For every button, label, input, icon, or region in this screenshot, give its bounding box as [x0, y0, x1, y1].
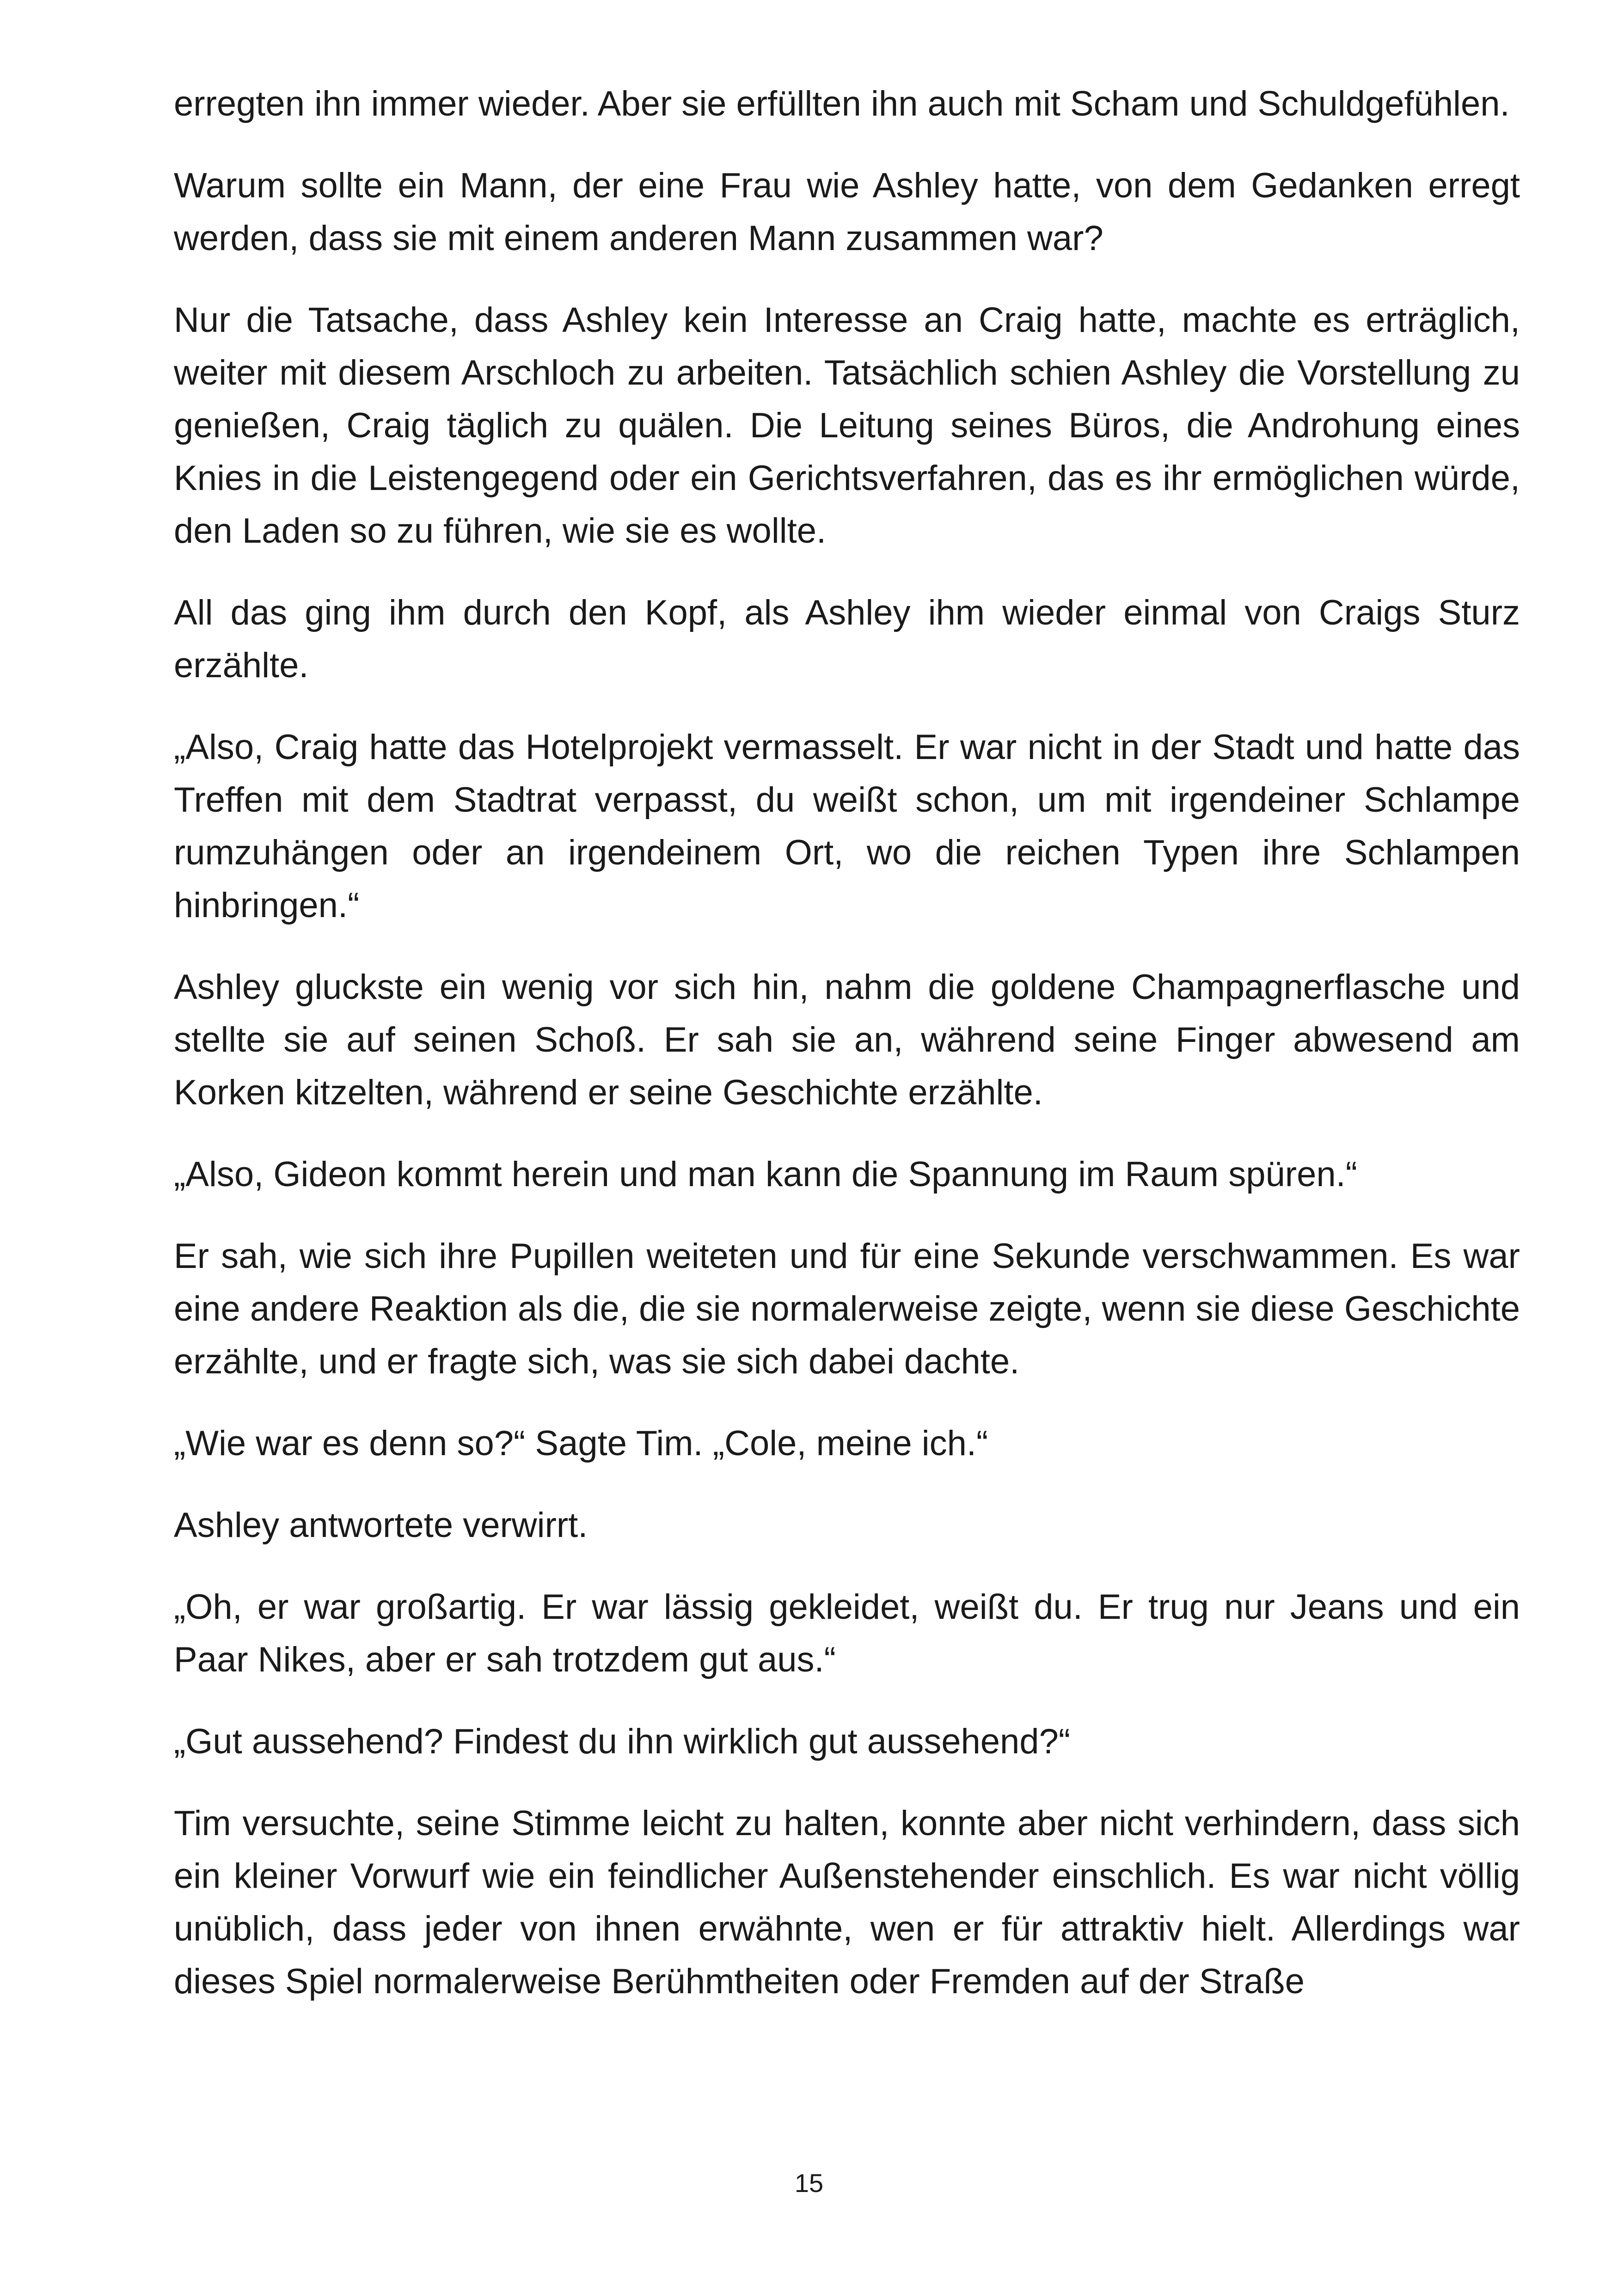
paragraph: „Oh, er war großartig. Er war lässig gekleidet, weißt du. Er trug nur Jeans und ein Paar Nikes, aber er sah trotzdem gut aus.“: [174, 1587, 1520, 1679]
body-text: [174, 78, 1520, 2008]
paragraph: All das ging ihm durch den Kopf, als Ashley ihm wieder einmal von Craigs Sturz erzählte.: [174, 593, 1520, 685]
paragraph: „Gut aussehend? Findest du ihn wirklich gut aussehend?“: [174, 1722, 1071, 1761]
paragraph: Nur die Tatsache, dass Ashley kein Interesse an Craig hatte, machte es erträglich, weiter mit diesem Arschloch zu arbeiten. Tatsächlich schien Ashley die Vorstellung zu genießen, Craig täglich zu quälen. Die Leitung seines Büros, die Androhung eines Knies in die Leistengegend oder ein Gerichtsverfahren, das es ihr ermöglichen würde, den Laden so zu führen, wie sie es wollte.: [174, 300, 1520, 551]
paragraph: Warum sollte ein Mann, der eine Frau wie Ashley hatte, von dem Gedanken erregt werden, dass sie mit einem anderen Mann zusammen war?: [174, 166, 1520, 258]
paragraph: „Also, Craig hatte das Hotelprojekt vermasselt. Er war nicht in der Stadt und hatte das Treffen mit dem Stadtrat verpasst, du weißt schon, um mit irgendeiner Schlampe rumzuhängen oder an irgendeinem Ort, wo die reichen Typen ihre Schlampen hinbringen.“: [174, 728, 1520, 925]
paragraph: Ashley antwortete verwirrt.: [174, 1506, 588, 1545]
paragraph: Er sah, wie sich ihre Pupillen weiteten und für eine Sekunde verschwammen. Es war eine andere Reaktion als die, die sie normalerweise zeigte, wenn sie diese Geschichte erzählte, und er fragte sich, was sie sich dabei dachte.: [174, 1237, 1520, 1381]
paragraph: erregten ihn immer wieder. Aber sie erfüllten ihn auch mit Scham und Schuldgefühlen.: [174, 84, 1510, 123]
paragraph: „Also, Gideon kommt herein und man kann die Spannung im Raum spüren.“: [174, 1155, 1358, 1194]
paragraph: „Wie war es denn so?“ Sagte Tim. „Cole, meine ich.“: [174, 1424, 988, 1463]
page-number: 15: [794, 2168, 824, 2198]
paragraph: Ashley gluckste ein wenig vor sich hin, nahm die goldene Champagnerflasche und stellte sie auf seinen Schoß. Er sah sie an, während seine Finger abwesend am Korken kitzelten, während er seine Geschichte erzählte.: [174, 967, 1520, 1112]
paragraph-last: Tim versuchte, seine Stimme leicht zu halten, konnte aber nicht verhindern, dass sich ein kleiner Vorwurf wie ein feindlicher Außenstehender einschlich. Es war nicht völlig unüblich, dass jeder von ihnen erwähnte, wen er für attraktiv hielt. Allerdings war dieses Spiel normalerweise Berühmtheiten oder Fremden auf der Straße: [174, 1804, 1520, 2001]
